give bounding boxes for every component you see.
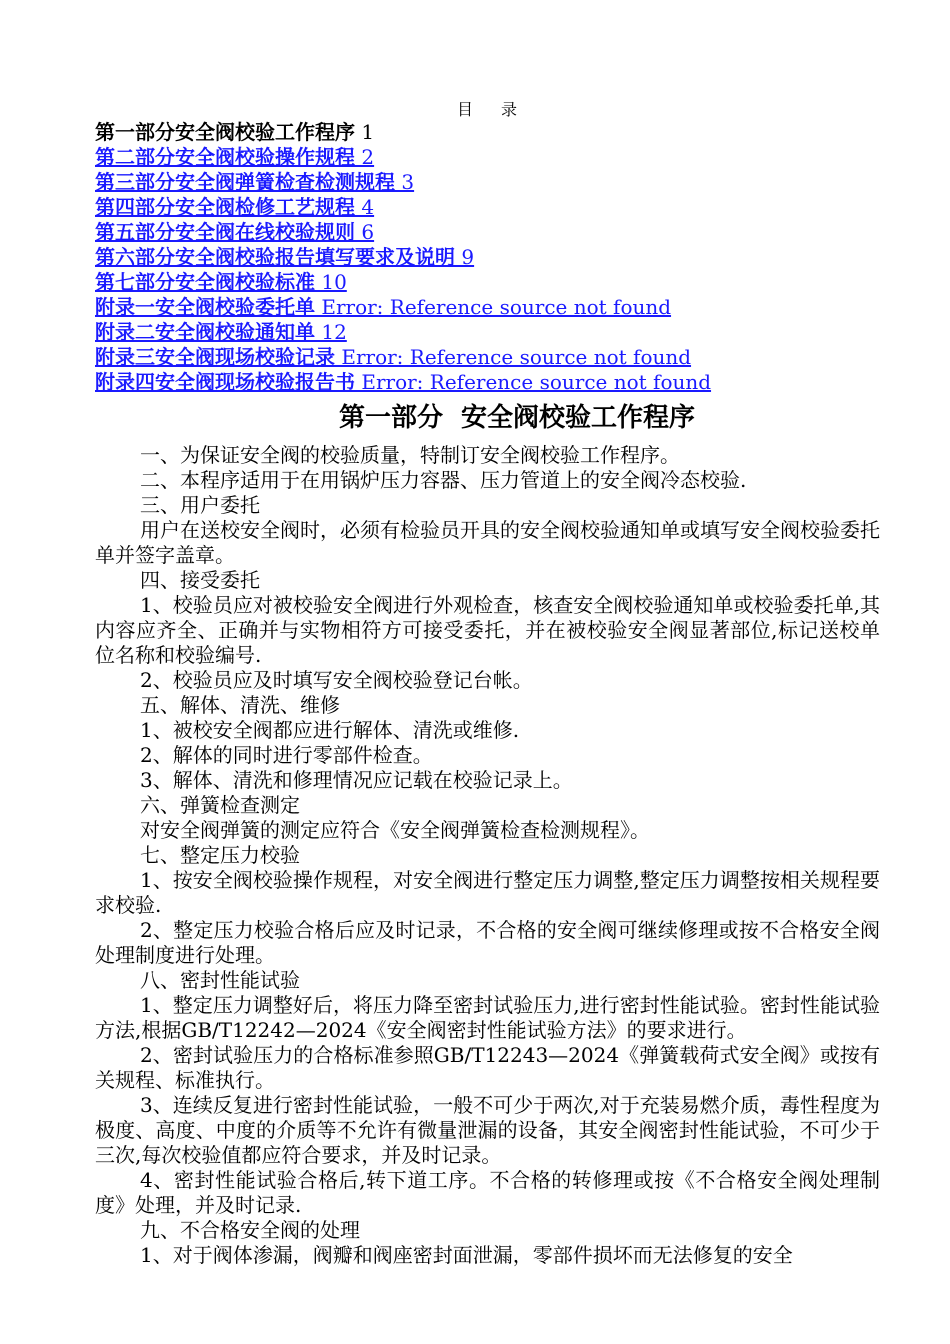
- table-of-contents: [95, 120, 711, 395]
- toc-link[interactable]: [95, 245, 474, 269]
- paragraph: 一、为保证安全阀的校验质量，特制订安全阀校验工作程序。: [140, 443, 680, 467]
- toc-link[interactable]: [95, 370, 711, 394]
- toc-item[interactable]: [95, 145, 711, 170]
- paragraph: 4、密封性能试验合格后,转下道工序。不合格的转修理或按《不合格安全阀处理制度》处理，并及时记录.: [95, 1168, 880, 1217]
- paragraph: 二、本程序适用于在用锅炉压力容器、压力管道上的安全阀冷态校验.: [140, 468, 747, 492]
- toc-item-title: 附录三安全阀现场校验记录: [95, 345, 335, 369]
- section-body: [95, 443, 880, 1268]
- toc-link[interactable]: [95, 320, 347, 344]
- toc-item-page: 10: [315, 270, 347, 294]
- subheading: 五、解体、清洗、维修: [140, 693, 340, 717]
- subheading: 七、整定压力校验: [140, 843, 300, 867]
- toc-item-title: 第七部分安全阀校验标准: [95, 270, 315, 294]
- section-title: 第一部分 安全阀校验工作程序: [338, 403, 696, 433]
- subheading: 四、接受委托: [140, 568, 260, 592]
- toc-link[interactable]: [95, 120, 374, 144]
- paragraph: 对安全阀弹簧的测定应符合《安全阀弹簧检查检测规程》。: [140, 818, 650, 842]
- paragraph: 1、按安全阀校验操作规程，对安全阀进行整定压力调整,整定压力调整按相关规程要求校验.: [95, 868, 880, 917]
- subheading: 三、用户委托: [140, 493, 260, 517]
- paragraph: 1、整定压力调整好后，将压力降至密封试验压力,进行密封性能试验。密封性能试验方法,根据GB/T12242—2024《安全阀密封性能试验方法》的要求进行。: [95, 993, 880, 1042]
- toc-item[interactable]: [95, 195, 711, 220]
- toc-heading: 目 录: [456, 100, 523, 119]
- toc-item[interactable]: [95, 170, 711, 195]
- toc-item[interactable]: [95, 245, 711, 270]
- toc-item-title: 第六部分安全阀校验报告填写要求及说明: [95, 245, 455, 269]
- toc-link[interactable]: [95, 145, 374, 169]
- paragraph: 1、被校安全阀都应进行解体、清洗或维修.: [140, 718, 520, 742]
- toc-link[interactable]: [95, 345, 691, 369]
- paragraph: 2、解体的同时进行零部件检查。: [140, 743, 433, 767]
- toc-item[interactable]: [95, 270, 711, 295]
- subheading: 六、弹簧检查测定: [140, 793, 300, 817]
- toc-item-page: 2: [355, 145, 375, 169]
- paragraph: 1、对于阀体渗漏，阀瓣和阀座密封面泄漏，零部件损坏而无法修复的安全: [140, 1243, 793, 1267]
- toc-link[interactable]: [95, 170, 414, 194]
- toc-item[interactable]: [95, 370, 711, 395]
- toc-item-page: 12: [315, 320, 347, 344]
- toc-item-page: Error: Reference source not found: [355, 370, 712, 394]
- toc-item-page: 4: [355, 195, 375, 219]
- toc-item-page: Error: Reference source not found: [315, 295, 672, 319]
- paragraph: 2、密封试验压力的合格标准参照GB/T12243—2024《弹簧载荷式安全阀》或按有关规程、标准执行。: [95, 1043, 880, 1092]
- toc-item[interactable]: [95, 220, 711, 245]
- toc-link[interactable]: [95, 270, 347, 294]
- paragraph: 3、解体、清洗和修理情况应记载在校验记录上。: [140, 768, 573, 792]
- toc-item-page: 6: [355, 220, 375, 244]
- toc-item-title: 第二部分安全阀校验操作规程: [95, 145, 355, 169]
- toc-item-title: 第三部分安全阀弹簧检查检测规程: [95, 170, 395, 194]
- toc-item-title: 第四部分安全阀检修工艺规程: [95, 195, 355, 219]
- toc-item[interactable]: [95, 345, 711, 370]
- toc-item-title: 附录一安全阀校验委托单: [95, 295, 315, 319]
- paragraph: 3、连续反复进行密封性能试验，一般不可少于两次,对于充装易燃介质，毒性程度为极度、高度、中度的介质等不允许有微量泄漏的设备，其安全阀密封性能试验，不可少于三次,每次校验值都应符合要求，并及时记录。: [95, 1093, 880, 1167]
- toc-item[interactable]: [95, 295, 711, 320]
- paragraph: 1、校验员应对被校验安全阀进行外观检查，核查安全阀校验通知单或校验委托单,其内容应齐全、正确并与实物相符方可接受委托，并在被校验安全阀显著部位,标记送校单位名称和校验编号.: [95, 593, 880, 667]
- toc-item-title: 附录四安全阀现场校验报告书: [95, 370, 355, 394]
- toc-item-page: Error: Reference source not found: [335, 345, 692, 369]
- paragraph: 2、校验员应及时填写安全阀校验登记台帐。: [140, 668, 533, 692]
- toc-item[interactable]: [95, 320, 711, 345]
- subheading: 九、不合格安全阀的处理: [140, 1218, 360, 1242]
- toc-item-title: 第一部分安全阀校验工作程序: [95, 120, 355, 144]
- toc-link[interactable]: [95, 295, 671, 319]
- toc-item-title: 第五部分安全阀在线校验规则: [95, 220, 355, 244]
- toc-item-page: 3: [395, 170, 415, 194]
- subheading: 八、密封性能试验: [140, 968, 300, 992]
- paragraph: 2、整定压力校验合格后应及时记录，不合格的安全阀可继续修理或按不合格安全阀处理制度进行处理。: [95, 918, 880, 967]
- toc-item-page: 1: [355, 120, 375, 144]
- toc-item-page: 9: [455, 245, 475, 269]
- toc-item[interactable]: [95, 120, 711, 145]
- toc-link[interactable]: [95, 195, 374, 219]
- toc-item-title: 附录二安全阀校验通知单: [95, 320, 315, 344]
- paragraph: 用户在送校安全阀时，必须有检验员开具的安全阀校验通知单或填写安全阀校验委托单并签字盖章。: [95, 518, 880, 567]
- toc-link[interactable]: [95, 220, 374, 244]
